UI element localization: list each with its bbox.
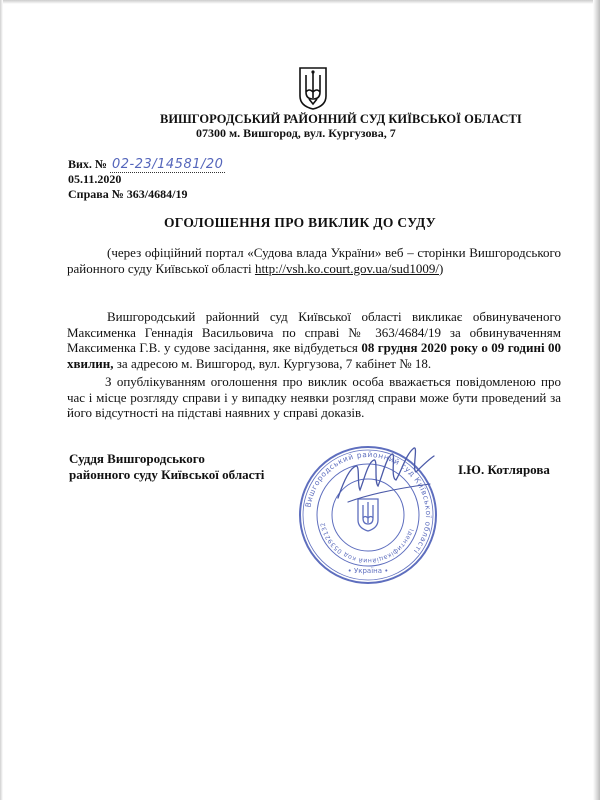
scan-edge-left: [0, 0, 3, 800]
judge-signature: [330, 440, 440, 515]
case-number: Справа № 363/4684/19: [68, 187, 188, 201]
summons-text: Вишгородський районний суд Київської області викликає обвинуваченого Максименка Геннадія Васильовича по справі № 363/4684/19 за обвинуваченням Максименка Г.В. у судове засідання, яке відбудеться: [67, 309, 561, 355]
seal-inner-text: Ідентифікаційний код 05392132: [319, 521, 415, 565]
portal-note-end: ): [438, 260, 444, 276]
hearing-datetime: 08 грудня 2020 року о 09 годині 00 хвилин,: [67, 340, 561, 371]
notice-text: З опублікуванням оголошення про виклик особа вважається повідомленою про час і місце розгляду справи і у випадку неявки розгляд справи може бути проведений за його відсутності на підставі наявних у справі доказів.: [67, 374, 561, 420]
summons-address: за адресою м. Вишгород, вул. Кургузова, 7 кабінет № 18.: [113, 355, 432, 371]
coat-of-arms-icon: [298, 66, 328, 110]
paragraph-notice: [67, 374, 561, 421]
scan-edge-right: [593, 0, 600, 800]
seal-bottom-text: • Україна •: [347, 567, 389, 575]
outgoing-number-line: [68, 157, 225, 172]
outgoing-label: Вих. №: [68, 157, 107, 171]
paragraph-summons: [67, 309, 561, 371]
document-title: ОГОЛОШЕННЯ ПРО ВИКЛИК ДО СУДУ: [164, 215, 436, 230]
judge-title-line2: районного суду Київської області: [69, 467, 265, 482]
judge-title-line1: Суддя Вишгородського: [69, 451, 205, 466]
judge-name: І.Ю. Котлярова: [458, 462, 550, 477]
document-date: 05.11.2020: [68, 172, 122, 186]
court-name: ВИШГОРОДСЬКИЙ РАЙОННИЙ СУД КИЇВСЬКОЇ ОБЛАСТІ: [160, 112, 522, 126]
court-address: 07300 м. Вишгород, вул. Кургузова, 7: [196, 126, 396, 140]
scan-edge-top: [0, 0, 600, 4]
court-website-link[interactable]: http://vsh.ko.court.gov.ua/sud1009/: [254, 260, 439, 276]
portal-note-text: (через офіційний портал «Судова влада України» веб – сторінки Вишгородського районного суду Київської області: [67, 245, 561, 276]
svg-text:Ідентифікаційний код 05392132: [320, 522, 415, 565]
seal-outer-text: Вишгородський районний суд Київської області: [303, 449, 434, 556]
paragraph-portal-note: [67, 245, 561, 276]
outgoing-number-handwritten: 02-23/14581/20: [111, 157, 224, 172]
judge-title: [69, 451, 264, 483]
